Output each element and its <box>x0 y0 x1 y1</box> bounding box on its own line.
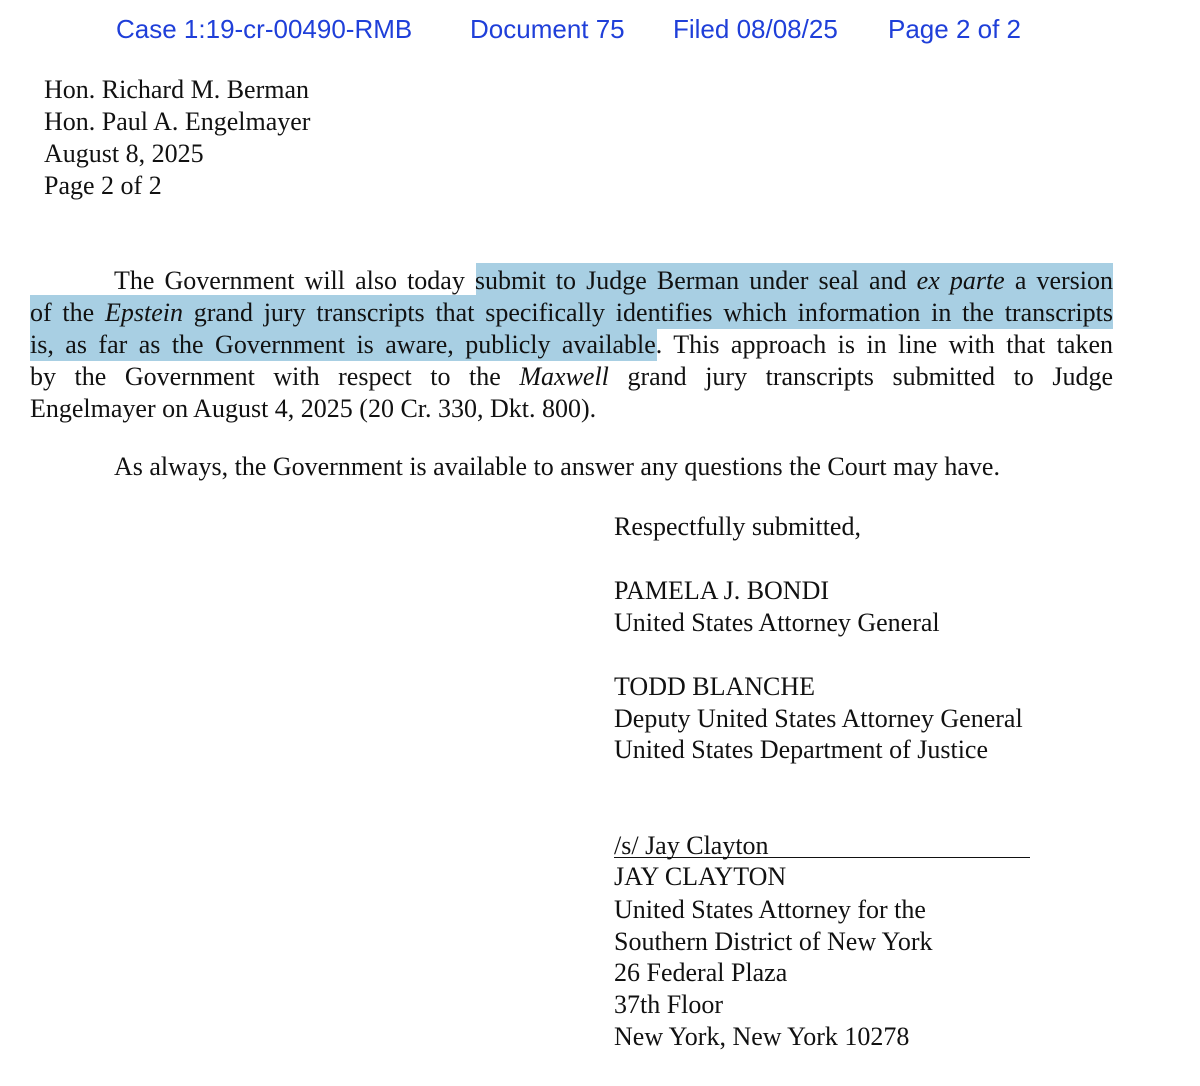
case-number: Case 1:19-cr-00490-RMB <box>116 14 413 44</box>
address-city: New York, New York 10278 <box>614 1022 910 1051</box>
page-indicator: Page 2 of 2 <box>888 14 1021 44</box>
signatory-district-clayton: Southern District of New York <box>614 927 933 956</box>
document-number: Document 75 <box>470 14 625 44</box>
paragraph-line <box>30 329 1113 361</box>
highlighted-text[interactable]: submit to Judge Berman under seal and <box>474 266 917 295</box>
signatory-title-clayton: United States Attorney for the <box>614 895 926 924</box>
recipient-judge-2: Hon. Paul A. Engelmayer <box>44 107 311 136</box>
signature-line <box>614 857 1030 858</box>
paragraph-text: by the Government with respect to the <box>30 362 520 391</box>
letter-page: Page 2 of 2 <box>44 171 162 200</box>
body-paragraph-2 <box>30 451 1113 483</box>
signatory-title-blanche: Deputy United States Attorney General <box>614 704 1023 733</box>
signatory-name-clayton: JAY CLAYTON <box>614 862 787 891</box>
highlighted-text[interactable]: grand jury transcripts that specifically identifies which information in the transcripts <box>182 298 1113 327</box>
address-street: 26 Federal Plaza <box>614 958 788 987</box>
recipient-block <box>44 74 310 202</box>
paragraph-text: Engelmayer on August 4, 2025 (20 Cr. 330, Dkt. 800). <box>30 394 597 423</box>
recipient-judge-1: Hon. Richard M. Berman <box>44 75 310 104</box>
signatory-name-blanche: TODD BLANCHE <box>614 672 816 701</box>
highlighted-text[interactable]: a version <box>1004 266 1113 295</box>
highlighted-text[interactable]: of the <box>30 298 105 327</box>
paragraph-text: As always, the Government is available to answer any questions the Court may have. <box>114 452 1000 481</box>
paragraph-line <box>30 361 1113 393</box>
paragraph-text: The Government will also today <box>114 266 475 295</box>
closing: Respectfully submitted, <box>614 512 861 541</box>
body-paragraph-1 <box>30 265 1113 425</box>
paragraph-line <box>30 393 1113 425</box>
signatory-name-bondi: PAMELA J. BONDI <box>614 576 830 605</box>
signatory-dept-blanche: United States Department of Justice <box>614 735 989 764</box>
paragraph-line <box>30 265 1113 297</box>
highlighted-text-italic[interactable]: Epstein <box>104 298 183 327</box>
highlighted-text[interactable]: is, as far as the Government is aware, publicly available <box>30 330 656 359</box>
highlighted-text-italic[interactable]: ex parte <box>916 266 1005 295</box>
ecf-header <box>0 14 1200 50</box>
paragraph-text: grand jury transcripts submitted to Judge <box>608 362 1113 391</box>
paragraph-line <box>30 297 1113 329</box>
paragraph-text-italic: Maxwell <box>519 362 609 391</box>
paragraph-text: . This approach is in line with that taken <box>655 330 1113 359</box>
signatory-title-bondi: United States Attorney General <box>614 608 940 637</box>
address-floor: 37th Floor <box>614 990 724 1019</box>
letter-date: August 8, 2025 <box>44 139 204 168</box>
filed-date: Filed 08/08/25 <box>673 14 838 44</box>
electronic-signature: /s/ Jay Clayton <box>614 831 769 860</box>
